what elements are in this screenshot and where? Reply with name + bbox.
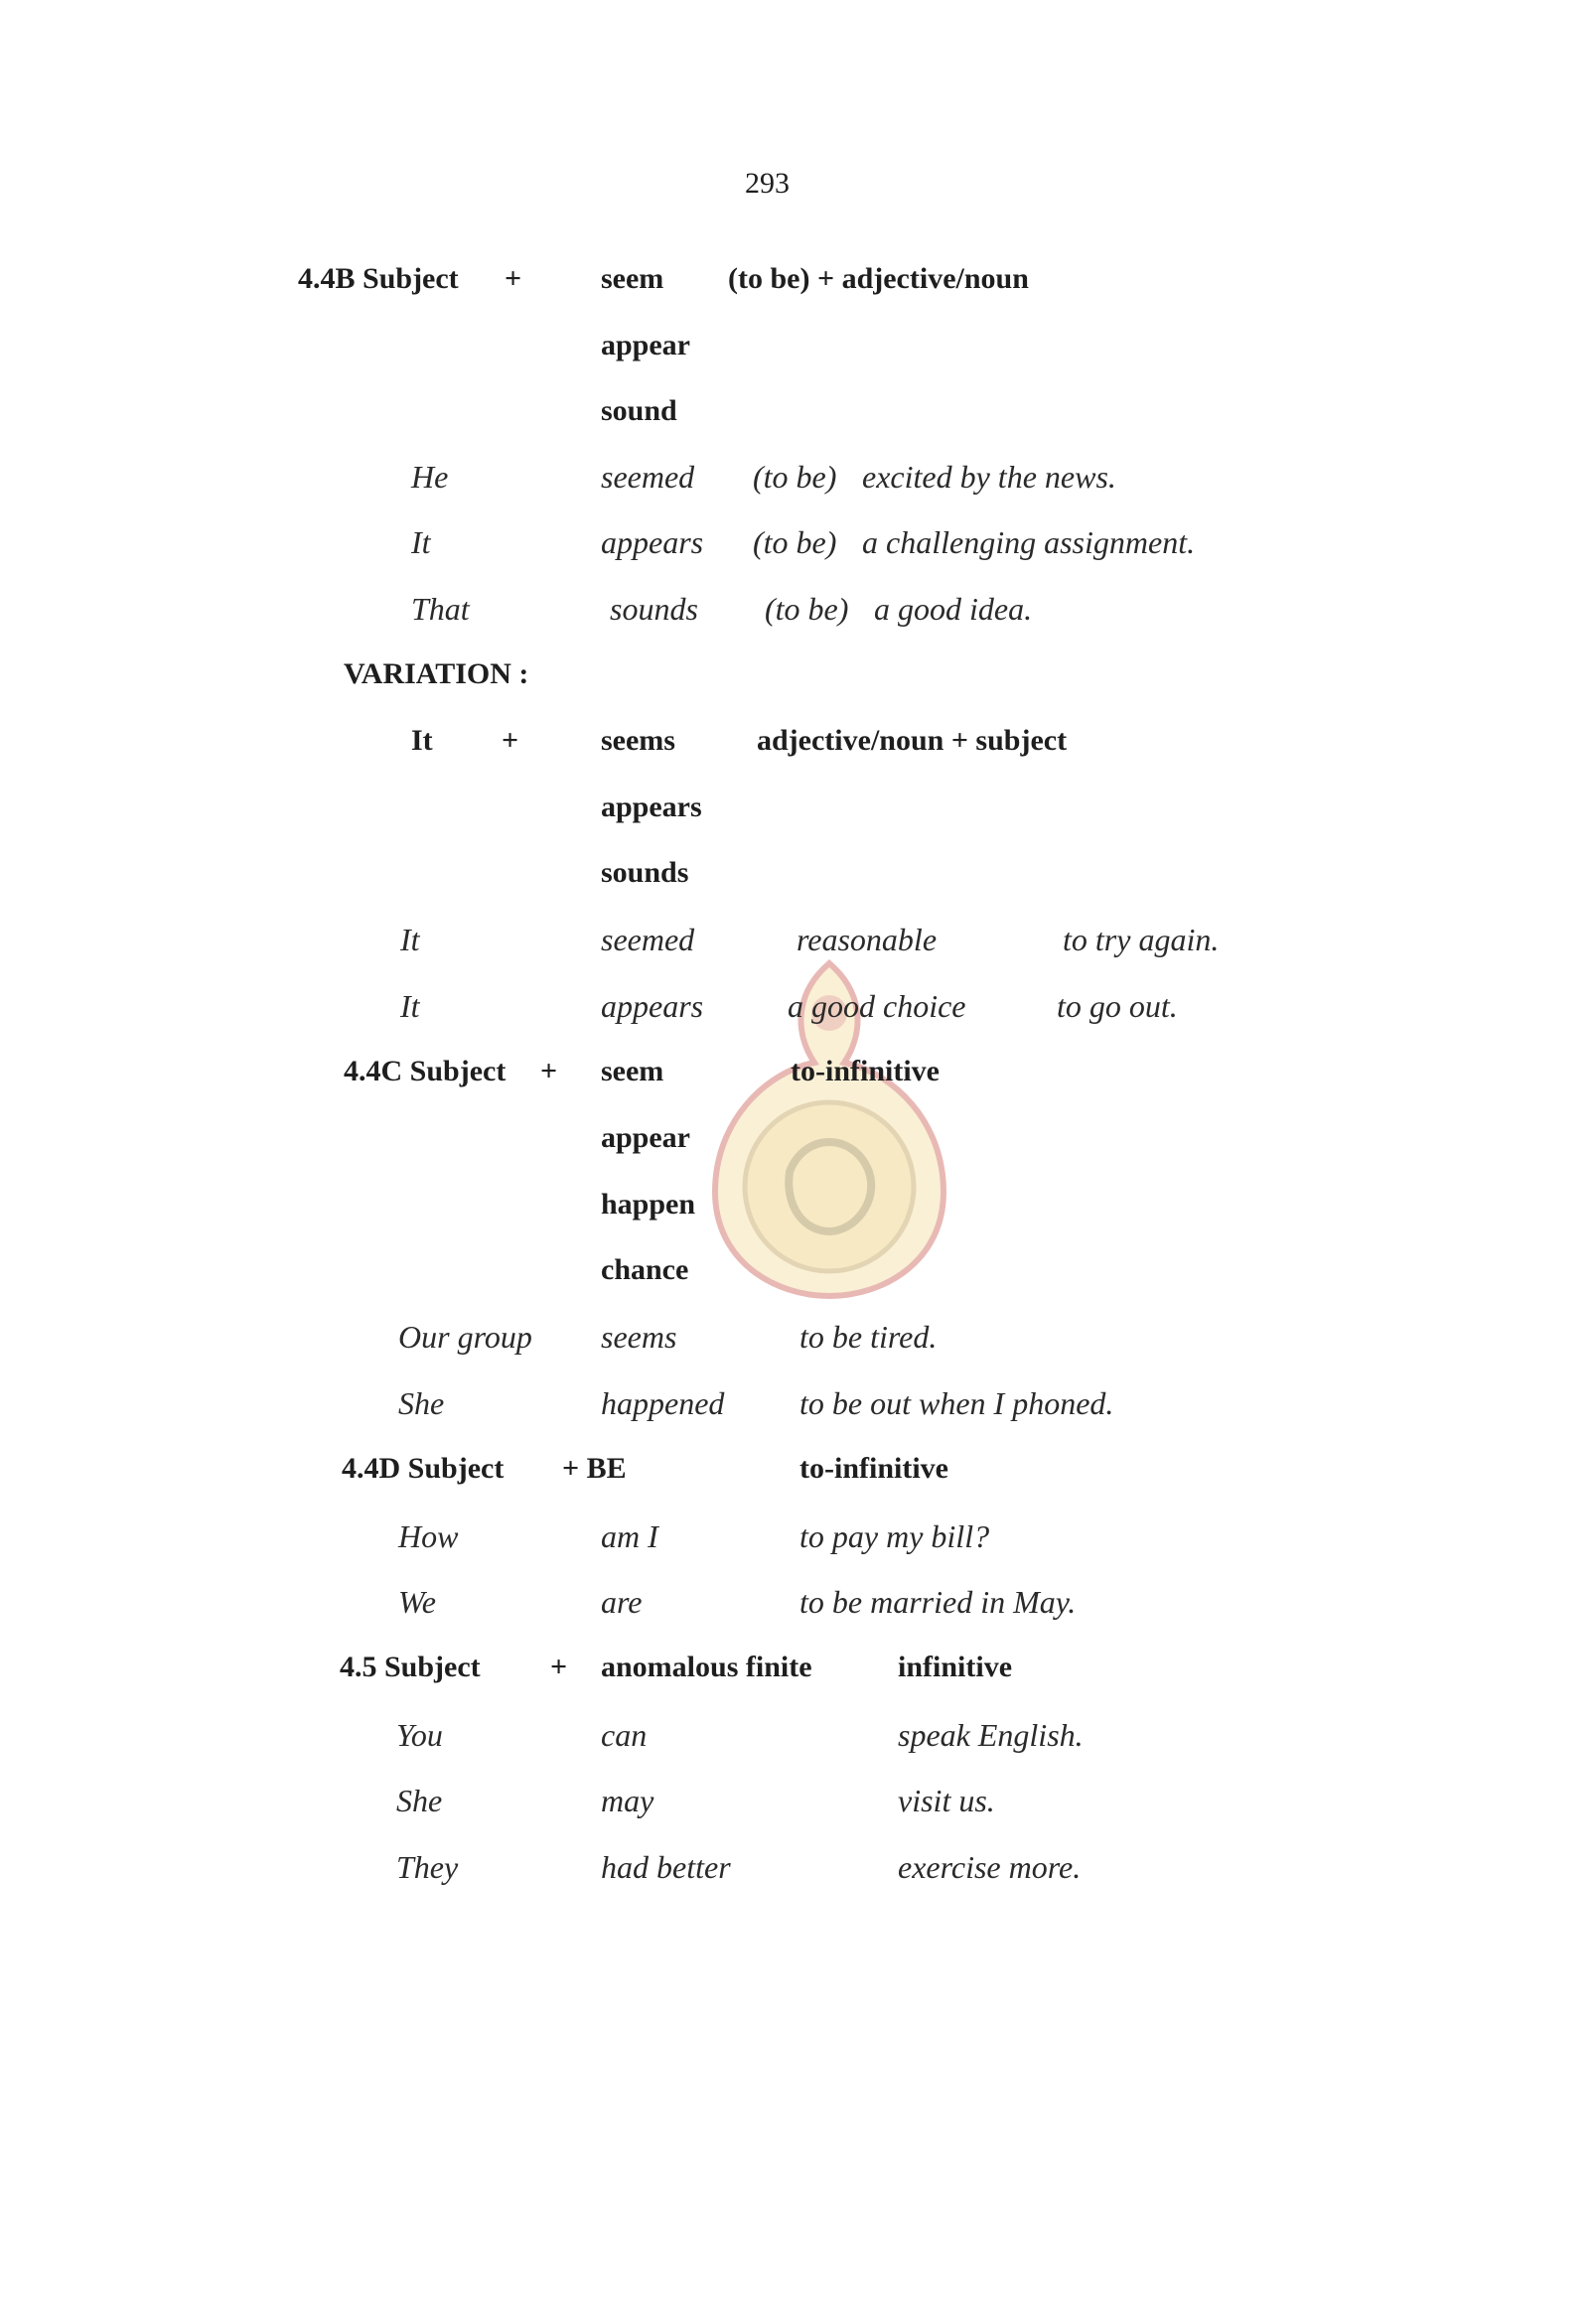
example-subject: You xyxy=(396,1717,443,1753)
example-subject: It xyxy=(411,524,431,560)
section-heading-4-5: 4.5 Subject xyxy=(340,1651,481,1683)
pattern-to-infinitive: to-infinitive xyxy=(799,1452,948,1485)
pattern-to-be-adj-noun: (to be) + adjective/noun xyxy=(728,262,1029,295)
example-rest: visit us. xyxy=(898,1783,995,1818)
example-subject: How xyxy=(398,1518,459,1554)
verb-seem: seem xyxy=(601,1055,664,1087)
example-verb: seemed xyxy=(601,459,695,495)
example-subject: It xyxy=(400,922,420,957)
example-subject: That xyxy=(411,591,470,627)
example-rest: excited by the news. xyxy=(862,459,1116,495)
example-verb: appears xyxy=(601,988,704,1024)
section-heading-4-4c: 4.4C Subject xyxy=(344,1055,507,1087)
example-rest: speak English. xyxy=(898,1717,1084,1753)
example-to-be: (to be) xyxy=(753,524,837,560)
verb-appears: appears xyxy=(601,791,702,823)
example-rest: to try again. xyxy=(1063,922,1220,957)
example-verb: can xyxy=(601,1717,648,1753)
example-verb: may xyxy=(601,1783,654,1818)
example-to-be: (to be) xyxy=(765,591,849,627)
verb-appear: appear xyxy=(601,329,690,361)
variation-heading: VARIATION : xyxy=(344,657,529,690)
section-heading-4-4b: 4.4B Subject xyxy=(298,262,459,295)
verb-happen: happen xyxy=(601,1188,696,1221)
pattern-adj-noun-subject: adjective/noun + subject xyxy=(757,724,1068,757)
section-heading-4-4d: 4.4D Subject xyxy=(342,1452,505,1485)
plus-sign: + xyxy=(502,724,519,757)
example-subject: Our group xyxy=(398,1319,532,1355)
example-verb: seems xyxy=(601,1319,677,1355)
example-complement: a good choice xyxy=(788,988,966,1024)
example-rest: to pay my bill? xyxy=(799,1518,990,1554)
verb-sounds: sounds xyxy=(601,856,689,889)
pattern-to-infinitive: to-infinitive xyxy=(791,1055,940,1087)
verb-sound: sound xyxy=(601,394,677,427)
verb-chance: chance xyxy=(601,1253,689,1286)
example-verb: had better xyxy=(601,1849,731,1885)
example-complement: reasonable xyxy=(797,922,938,957)
example-rest: to go out. xyxy=(1057,988,1178,1024)
example-rest: a good idea. xyxy=(874,591,1033,627)
page-number: 293 xyxy=(745,167,790,200)
plus-sign: + xyxy=(505,262,522,295)
example-rest: to be tired. xyxy=(799,1319,938,1355)
example-rest: exercise more. xyxy=(898,1849,1082,1885)
example-subject: She xyxy=(398,1385,445,1421)
variation-subject: It xyxy=(411,724,433,757)
example-verb: sounds xyxy=(610,591,698,627)
verb-seems: seems xyxy=(601,724,675,757)
plus-be: + BE xyxy=(562,1452,627,1485)
example-verb: appears xyxy=(601,524,704,560)
plus-sign: + xyxy=(540,1055,558,1087)
anomalous-finite-label: anomalous finite xyxy=(601,1651,812,1683)
pattern-infinitive: infinitive xyxy=(898,1651,1013,1683)
example-subject: We xyxy=(398,1584,436,1620)
example-verb: seemed xyxy=(601,922,695,957)
example-verb: are xyxy=(601,1584,643,1620)
example-subject: She xyxy=(396,1783,443,1818)
example-verb: am I xyxy=(601,1518,658,1554)
example-verb: happened xyxy=(601,1385,725,1421)
example-rest: to be out when I phoned. xyxy=(799,1385,1114,1421)
verb-appear: appear xyxy=(601,1121,690,1154)
example-to-be: (to be) xyxy=(753,459,837,495)
plus-sign: + xyxy=(550,1651,568,1683)
example-rest: to be married in May. xyxy=(799,1584,1077,1620)
example-subject: He xyxy=(411,459,449,495)
example-subject: It xyxy=(400,988,420,1024)
example-subject: They xyxy=(396,1849,459,1885)
example-rest: a challenging assignment. xyxy=(862,524,1196,560)
verb-seem: seem xyxy=(601,262,664,295)
